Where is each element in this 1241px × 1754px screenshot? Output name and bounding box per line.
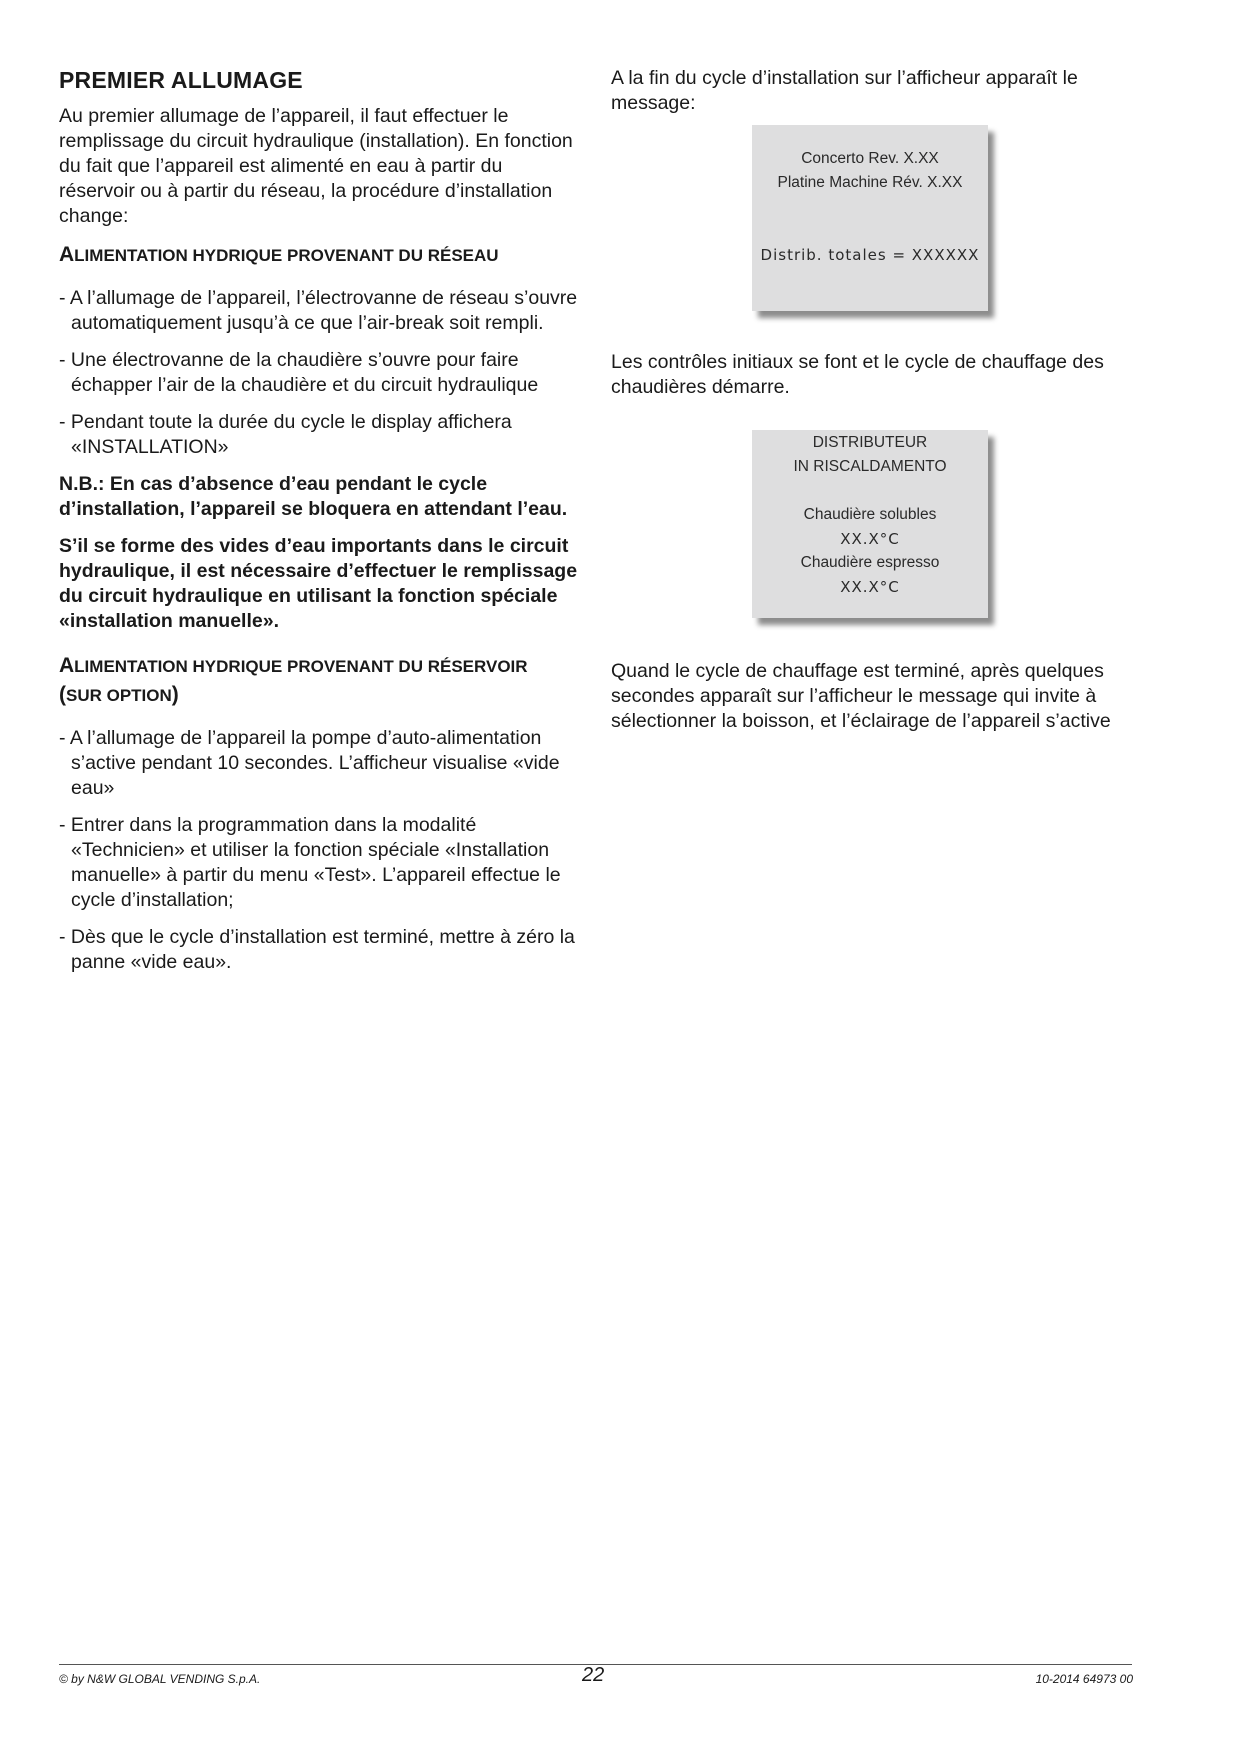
note-paragraph: N.B.: En cas d’absence d’eau pendant le cycle d’installation, l’appareil se bloquera en attendant l’eau.	[59, 473, 568, 520]
display-line: XX.X°C	[840, 578, 900, 596]
section-heading-paren-close: )	[171, 683, 179, 706]
list-item: - Entrer dans la programmation dans la modalité «Technicien» et utiliser la fonction spéciale «Installation manuelle» à partir du menu «Test». L’appareil effectue le cycle d’installation;	[59, 814, 561, 911]
display-screen-install	[752, 125, 988, 311]
section-heading-text: LIMENTATION HYDRIQUE PROVENANT DU RÉSERVOIR	[74, 657, 528, 676]
display-line: Chaudière solubles	[803, 506, 937, 523]
footer-copyright: © by N&W GLOBAL VENDING S.p.A.	[59, 1672, 261, 1686]
footer-doc-code: 10-2014 64973 00	[1035, 1672, 1133, 1686]
paragraph-heating-end: Quand le cycle de chauffage est terminé, après quelques secondes apparaît sur l’afficheur le message qui invite à sélectionner la boisson, et l’éclairage de l’appareil s’active	[611, 660, 1111, 732]
intro-paragraph: Au premier allumage de l’appareil, il faut effectuer le remplissage du circuit hydraulique (installation). En fonction du fait que l’appareil est alimenté en eau à partir du réservoir ou à partir du réseau, la procédure d’installation change:	[59, 105, 573, 227]
display-line: Platine Machine Rév. X.XX	[777, 174, 963, 191]
display-line: Chaudière espresso	[800, 554, 940, 571]
display-screen-heating	[752, 430, 988, 618]
page-number: 22	[582, 1664, 605, 1686]
display-line: DISTRIBUTEUR	[812, 434, 928, 451]
display-line: Concerto Rev. X.XX	[801, 150, 939, 167]
section-heading-initial: A	[59, 243, 75, 266]
paragraph-install-end: A la fin du cycle d’installation sur l’afficheur apparaît le message:	[611, 67, 1078, 114]
display-line: XX.X°C	[840, 530, 900, 548]
list-item: - Pendant toute la durée du cycle le display affichera «INSTALLATION»	[59, 411, 512, 458]
list-item: - A l’allumage de l’appareil la pompe d’auto-alimentation s’active pendant 10 secondes. L’afficheur visualise «vide eau»	[59, 727, 560, 799]
page-title: PREMIER ALLUMAGE	[59, 67, 303, 93]
display-line: Distrib. totales = XXXXXX	[760, 246, 980, 264]
section-heading-tank	[59, 652, 579, 710]
section-heading-option: SUR OPTION	[66, 686, 172, 705]
list-item: - A l’allumage de l’appareil, l’électrovanne de réseau s’ouvre automatiquement jusqu’à ce que l’air-break soit rempli.	[59, 287, 578, 334]
paragraph-initial-checks: Les contrôles initiaux se font et le cycle de chauffage des chaudières démarre.	[611, 351, 1104, 398]
list-item: - Une électrovanne de la chaudière s’ouvre pour faire échapper l’air de la chaudière et du circuit hydraulique	[59, 349, 539, 396]
section-heading-network	[59, 241, 579, 270]
left-column	[59, 62, 579, 987]
section-heading-paren-open: (	[59, 683, 66, 706]
display-line: IN RISCALDAMENTO	[793, 458, 947, 475]
note-paragraph: S’il se forme des vides d’eau importants dans le circuit hydraulique, il est nécessaire d’effectuer le remplissage du circuit hydraulique en utilisant la fonction spéciale «installation manuelle».	[59, 535, 578, 632]
section-heading-initial: A	[59, 654, 75, 677]
section-heading-text: LIMENTATION HYDRIQUE PROVENANT DU RÉSEAU	[74, 246, 499, 265]
list-item: - Dès que le cycle d’installation est terminé, mettre à zéro la panne «vide eau».	[59, 926, 575, 973]
